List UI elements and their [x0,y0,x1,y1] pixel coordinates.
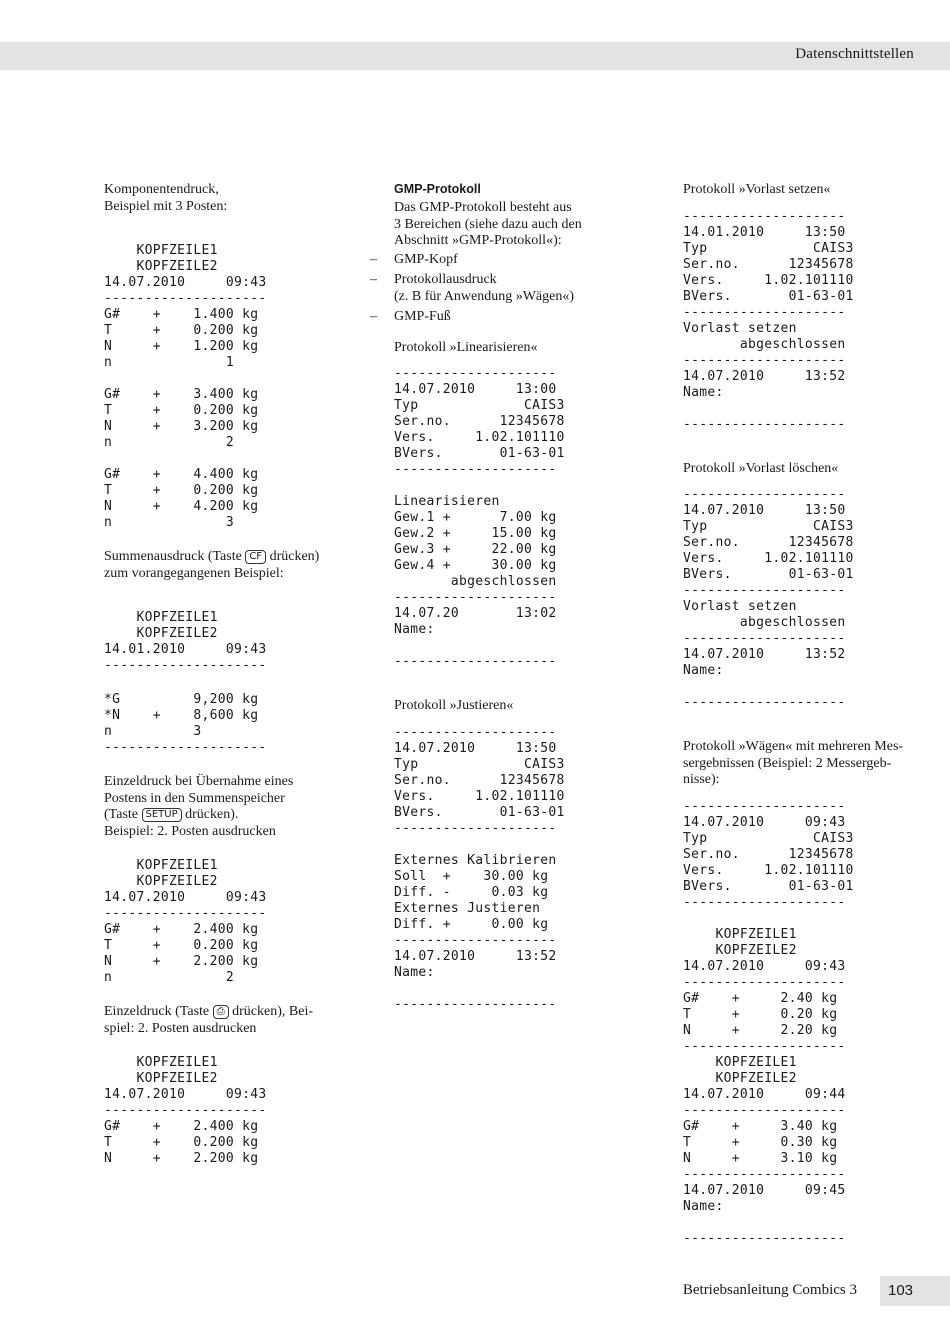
printout-preload-delete: -------------------- 14.07.2010 13:50 Typ CAIS3 Ser.no. 12345678 Vers. 1.02.101110 BVers. 01-63-01 -------------------- Vorlast setzen abgeschlossen -------------------- 14.07.2010 13:52 Name: -------------------- [683,487,854,710]
printout-single: KOPFZEILE1 KOPFZEILE2 14.07.2010 09:43 -------------------- G# + 2.400 kg T + 0.200 kg N + 2.200 kg [104,1055,267,1166]
gmp-description: Das GMP-Protokoll besteht aus 3 Bereichen (siehe dazu auch den Abschnitt »GMP-Protokoll«): [394,200,582,248]
printout-preload-set: -------------------- 14.01.2010 13:50 Typ CAIS3 Ser.no. 12345678 Vers. 1.02.101110 BVers. 01-63-01 -------------------- Vorlast setzen abgeschlossen -------------------- 14.07.2010 13:52 Name: -------------------- [683,208,854,432]
intro-sum-text-b: drücken) zum vorangegangenen Beispiel: [104,549,320,581]
footer-title: Betriebsanleitung Combics 3 [682,1282,857,1298]
weighing-title: Protokoll »Wägen« mit mehreren Mes- sergebnissen (Beispiel: 2 Messergeb- nisse): [683,739,904,787]
printout-linearize: -------------------- 14.07.2010 13:00 Typ CAIS3 Ser.no. 12345678 Vers. 1.02.101110 BVers. 01-63-01 -------------------- Linearisieren Gew.1 + 7.00 kg Gew.2 + 15.00 kg Gew.3 + 22.00 kg Gew.4 + 30.00 kg abgeschlossen -------------------- 14.07.20 13:02 Name: -------------------- [394,366,565,669]
printout-sum-header: KOPFZEILE1 KOPFZEILE2 14.01.2010 09:43 -------------------- [104,610,267,673]
intro-sum-text-a: Summenausdruck (Taste [104,549,246,564]
printout-sum-values: *G 9,200 kg *N + 8,600 kg n 3 -------------------- [104,692,267,755]
list-item: – Protokollausdruck (z. B für Anwendung »Wägen«) [394,272,634,305]
setup-key-icon: SETUP [142,808,182,822]
printout-single-setup: KOPFZEILE1 KOPFZEILE2 14.07.2010 09:43 -------------------- G# + 2.400 kg T + 0.200 kg N + 2.200 kg n 2 [104,858,267,985]
section-title: Datenschnittstellen [795,46,914,62]
linearize-title: Protokoll »Linearisieren« [394,339,538,355]
intro-print-text-b: drücken), Bei- spiel: 2. Posten ausdrucken [104,1004,313,1036]
intro-single-print [104,1004,344,1037]
column-left [104,182,344,1167]
column-right [683,182,923,1247]
intro-single-text-b: drücken). Beispiel: 2. Posten ausdrucken [104,807,276,839]
header-bar [0,42,950,70]
printout-weighing: -------------------- 14.07.2010 09:43 Typ CAIS3 Ser.no. 12345678 Vers. 1.02.101110 BVers. 01-63-01 -------------------- KOPFZEILE1 KOPFZEILE2 14.07.2010 09:43 -------------------- G# + 2.40 kg T + 0.20 kg N + 2.20 kg -------------------- KOPFZEILE1 KOPFZEILE2 14.07.2010 09:44 -------------------- G# + 3.40 kg T + 0.30 kg N + 3.10 kg -------------------- 14.07.2010 09:45 Name: -------------------- [683,798,854,1246]
list-item: – GMP-Fuß [394,309,634,326]
print-key-icon: ⎙ [213,1005,229,1019]
printout-components: KOPFZEILE1 KOPFZEILE2 14.07.2010 09:43 -------------------- G# + 1.400 kg T + 0.200 kg N + 1.200 kg n 1 G# + 3.400 kg T + 0.200 kg N + 3.200 kg n 2 G# + 4.400 kg T + 0.200 kg N + 4.200 kg n 3 [104,243,267,530]
gmp-heading: GMP-Protokoll [394,182,481,196]
intro-component-print: Komponentendruck, Beispiel mit 3 Posten: [104,182,228,214]
intro-single-text-a: Einzeldruck bei Übernahme eines Postens in den Summenspeicher (Taste [104,774,294,822]
preload-set-title: Protokoll »Vorlast setzen« [683,182,831,197]
printout-adjust: -------------------- 14.07.2010 13:50 Typ CAIS3 Ser.no. 12345678 Vers. 1.02.101110 BVers. 01-63-01 -------------------- Externes Kalibrieren Soll + 30.00 kg Diff. - 0.03 kg Externes Justieren Diff. + 0.00 kg -------------------- 14.07.2010 13:52 Name: -------------------- [394,724,565,1012]
intro-print-text-a: Einzeldruck (Taste [104,1004,213,1019]
adjust-title: Protokoll »Justieren« [394,698,514,713]
gmp-list [394,252,634,326]
page-number: 103 [888,1282,914,1299]
preload-delete-title: Protokoll »Vorlast löschen« [683,460,839,476]
column-middle [394,182,634,1013]
cf-key-icon: CF [245,550,266,564]
intro-single-print-setup [104,774,344,840]
intro-sum-print [104,549,344,582]
list-item: – GMP-Kopf [394,252,634,269]
page-number-box [880,1276,950,1306]
